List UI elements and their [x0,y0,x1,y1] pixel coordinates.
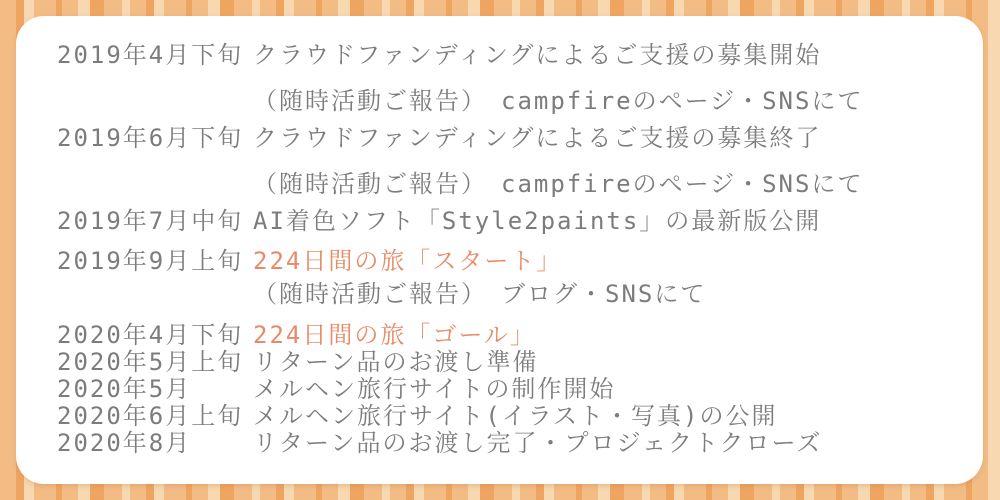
timeline-event: AI着色ソフト「Style2paints」の最新版公開 [253,207,822,235]
timeline-event: 224日間の旅「ゴール」 [253,321,536,349]
timeline-row [57,322,963,349]
timeline-row [57,430,963,457]
timeline-event: リターン品のお渡し完了・プロジェクトクローズ [253,429,823,457]
timeline-panel [16,16,983,484]
timeline-date: 2019年9月上旬 [57,247,244,275]
timeline-date: 2019年6月下旬 [57,124,244,152]
timeline-date: 2019年7月中旬 [57,207,244,235]
timeline-date: 2020年6月上旬 [57,402,244,430]
timeline-row [57,349,963,376]
timeline-row [57,125,963,152]
timeline-row [57,403,963,430]
timeline-event: （随時活動ご報告） campfireのページ・SNSにて [253,170,864,198]
timeline-row [57,248,963,275]
timeline-row [57,88,963,115]
timeline-row [57,171,963,198]
timeline-event: （随時活動ご報告） ブログ・SNSにて [253,280,707,308]
timeline-event: クラウドファンディングによるご支援の募集開始 [253,41,822,69]
timeline-row [57,42,963,69]
timeline-date: 2020年4月下旬 [57,321,244,349]
timeline-date: 2020年8月 [57,429,192,457]
timeline-date: 2020年5月上旬 [57,348,244,376]
timeline-event: 224日間の旅「スタート」 [253,247,563,275]
timeline-date: 2019年4月下旬 [57,41,244,69]
timeline-event: リターン品のお渡し準備 [253,348,539,376]
timeline-row [57,208,963,235]
timeline-row [57,281,963,308]
timeline-date: 2020年5月 [57,375,192,403]
project-timeline [57,42,963,457]
timeline-event: メルヘン旅行サイト(イラスト・写真)の公開 [253,402,778,430]
timeline-event: クラウドファンディングによるご支援の募集終了 [253,124,822,152]
timeline-event: （随時活動ご報告） campfireのページ・SNSにて [253,87,864,115]
timeline-event: メルヘン旅行サイトの制作開始 [253,375,616,403]
timeline-row [57,376,963,403]
